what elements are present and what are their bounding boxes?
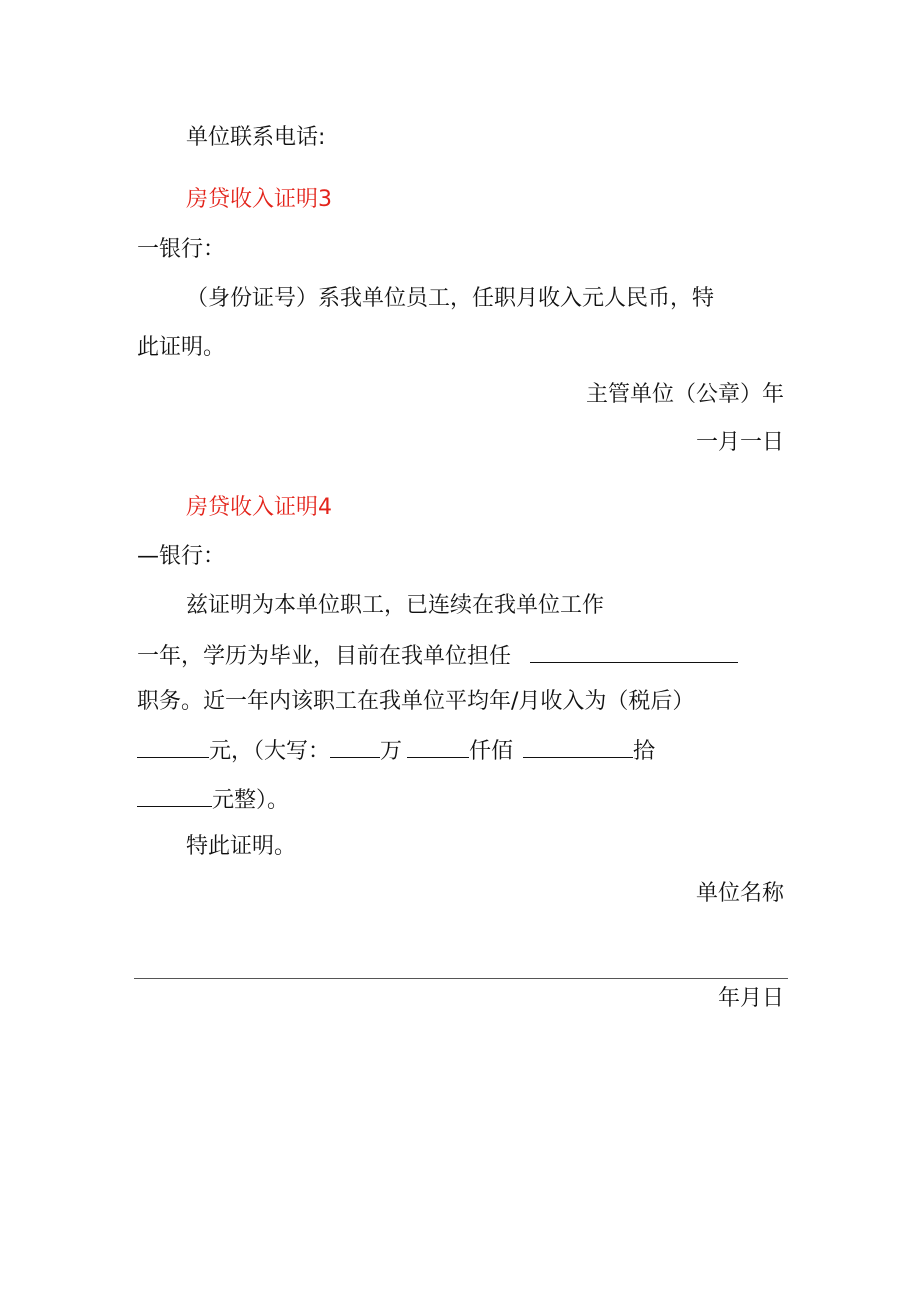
- certificate3-salutation: 一银行：: [137, 237, 226, 262]
- certificate4-title: 房贷收入证明4: [186, 495, 332, 520]
- certificate4-body-line2: 一年，学历为毕业，目前在我单位担任: [137, 644, 512, 669]
- amount-wan-text: 万: [380, 739, 403, 764]
- contact-phone-label: 单位联系电话:: [186, 125, 326, 150]
- position-blank[interactable]: [530, 640, 738, 663]
- certificate4-body-line1: 兹证明为本单位职工，已连续在我单位工作: [186, 593, 605, 618]
- certificate4-body-line3: 职务。近一年内该职工在我单位平均年/月收入为（税后）: [137, 689, 695, 714]
- certificate4-amount-row: [137, 735, 655, 767]
- amount-yuanzheng-text: 元整）。: [212, 788, 290, 813]
- amount-qian-blank[interactable]: [407, 735, 469, 758]
- certificate4-body-line2-row: [137, 640, 738, 672]
- certificate3-body-line1: （身份证号）系我单位员工，任职月收入元人民币，特: [186, 286, 715, 311]
- date-label: 年月日: [717, 986, 784, 1011]
- amount-yuan-blank[interactable]: [137, 735, 209, 758]
- certificate4-yuanzheng-row: [137, 784, 289, 816]
- org-name-label: 单位名称: [695, 881, 784, 906]
- certificate3-title: 房贷收入证明3: [186, 187, 332, 212]
- certificate4-closing: 特此证明。: [186, 834, 297, 859]
- amount-qianbai-text: 仟佰: [469, 739, 514, 764]
- certificate3-date-line: 一月一日: [695, 430, 784, 455]
- amount-wan-blank[interactable]: [330, 735, 380, 758]
- certificate4-salutation: —银行：: [137, 544, 226, 569]
- amount-yuan-text: 元，（大写：: [209, 739, 331, 764]
- signature-rule: [134, 978, 788, 979]
- certificate3-signature-line: 主管单位（公章）年: [585, 382, 784, 407]
- amount-yuanzheng-blank[interactable]: [137, 784, 212, 807]
- amount-shi-blank[interactable]: [523, 735, 633, 758]
- certificate3-body-line2: 此证明。: [137, 335, 226, 360]
- amount-shi-text: 拾: [633, 739, 656, 764]
